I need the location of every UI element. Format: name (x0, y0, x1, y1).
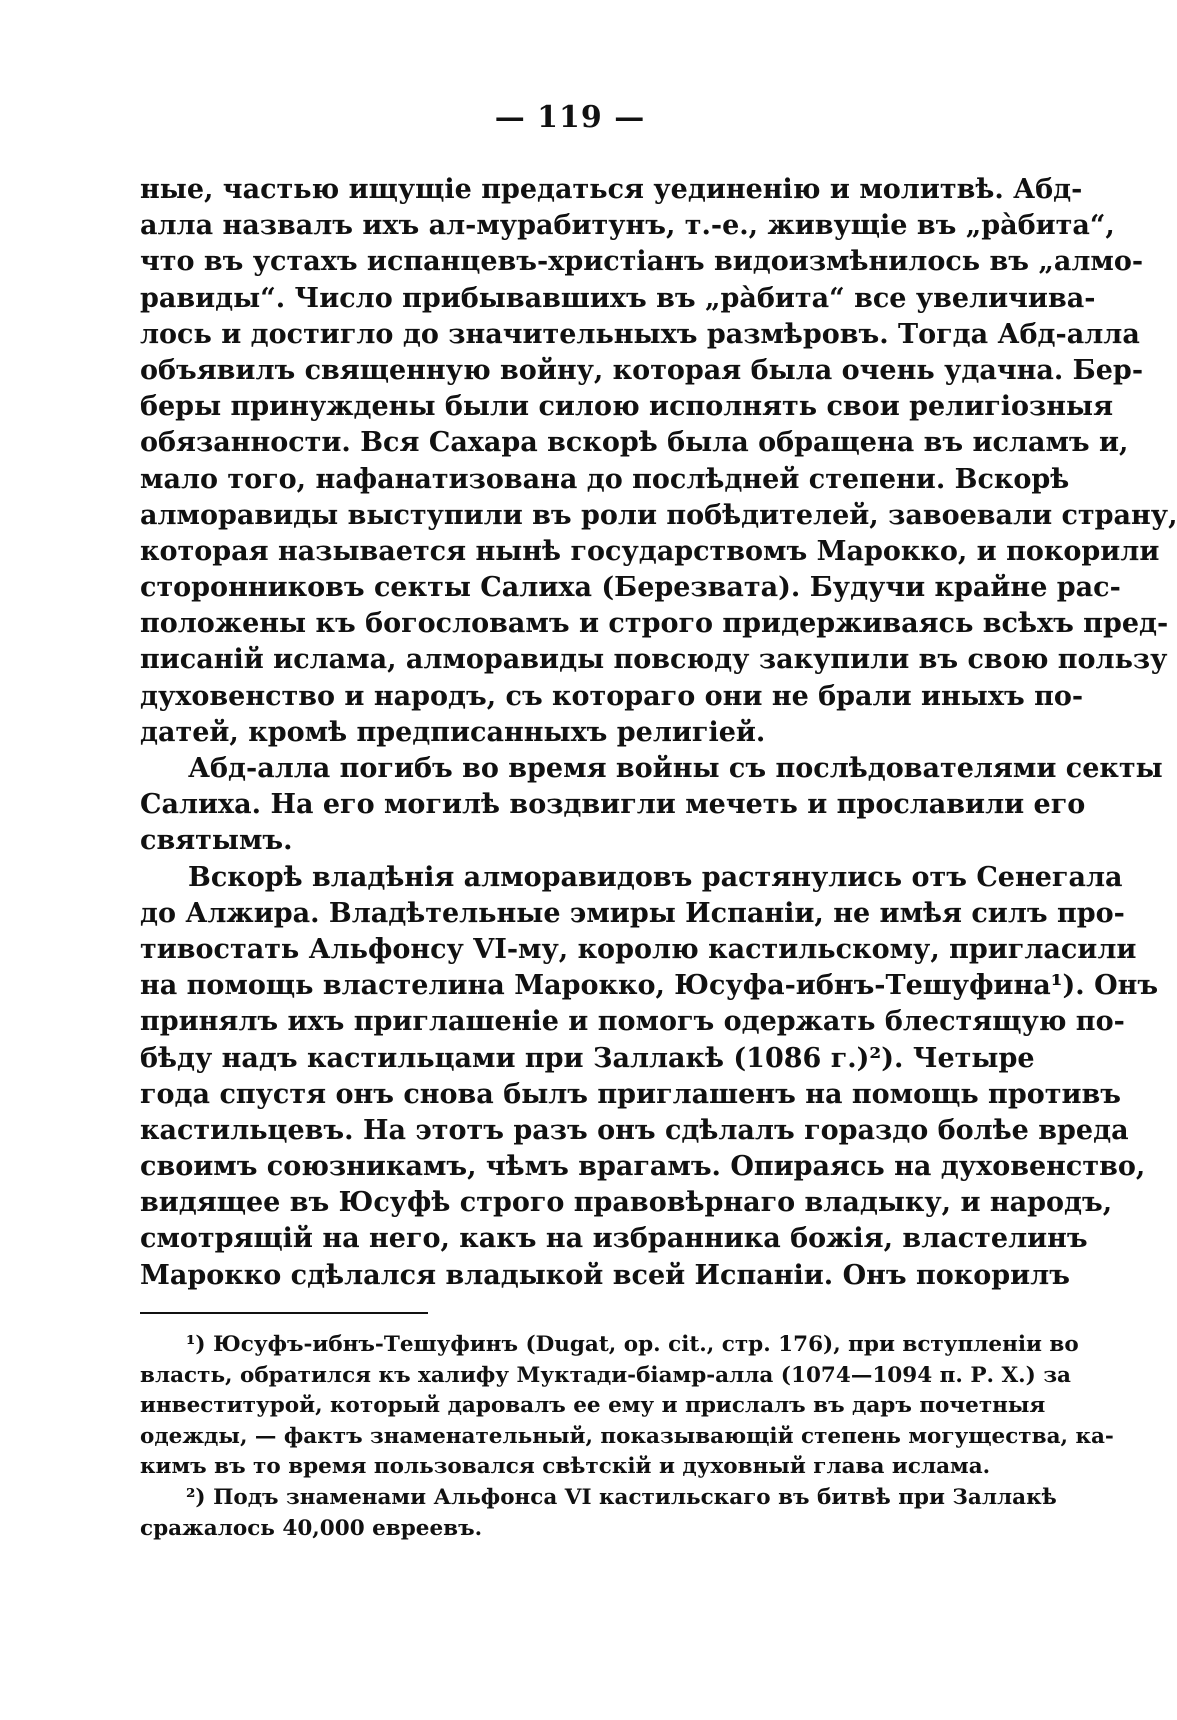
paragraph (140, 860, 1159, 1294)
text-line: духовенство и народъ, съ котораго они не брали иныхъ по- (140, 680, 1084, 712)
text-line: принялъ ихъ приглашеніе и помогъ одержать блестящую по- (140, 1006, 1125, 1038)
footnote-divider (140, 1312, 428, 1314)
text-line: Абд-алла погибъ во время войны съ послѣдователями секты (188, 753, 1163, 784)
text-line: Вскорѣ владѣнія алморавидовъ растянулись отъ Сенегала (188, 861, 1123, 893)
text-line: кастильцевъ. На этотъ разъ онъ сдѣлалъ гораздо болѣе вреда (140, 1114, 1129, 1146)
text-line: бѣду надъ кастильцами при Заллакѣ (1086 г.)²). Четыре (140, 1042, 1035, 1074)
text-line: святымъ. (140, 825, 293, 857)
footnote-line: одежды, — фактъ знаменательный, показывающій степень могущества, ка- (140, 1423, 1114, 1449)
text-line: видящее въ Юсуфѣ строго правовѣрнаго владыку, и народъ, (140, 1187, 1113, 1219)
text-line: Марокко сдѣлался владыкой всей Испаніи. Онъ покорилъ (140, 1259, 1070, 1291)
footnote-1 (140, 1330, 1114, 1483)
text-line: объявилъ священную войну, которая была очень удачна. Бер- (140, 354, 1144, 386)
text-line: сторонниковъ секты Салиха (Березвата). Будучи крайне рас- (140, 572, 1121, 604)
text-line: на помощь властелина Марокко, Юсуфа-ибнъ-Тешуфина¹). Онъ (140, 970, 1159, 1002)
text-line: своимъ союзникамъ, чѣмъ врагамъ. Опираясь на духовенство, (140, 1151, 1146, 1183)
paragraph (140, 172, 1177, 751)
paragraph (140, 751, 1163, 860)
footnote-line: ¹) Юсуфъ-ибнъ-Тешуфинъ (Dugat, op. cit., стр. 176), при вступленіи во (186, 1332, 1079, 1357)
text-line: Салиха. На его могилѣ воздвигли мечеть и прославили его (140, 789, 1086, 821)
text-line: лось и достигло до значительныхъ размѣровъ. Тогда Абд-алла (140, 318, 1140, 350)
text-line: которая называется нынѣ государствомъ Марокко, и покорили (140, 535, 1160, 567)
footnote-line: ²) Подъ знаменами Альфонса VI кастильскаго въ битвѣ при Заллакѣ (186, 1484, 1057, 1510)
footnote-line: власть, обратился къ халифу Муктади-біамр-алла (1074—1094 п. Р. Х.) за (140, 1362, 1071, 1388)
text-line: положены къ богословамъ и строго придерживаясь всѣхъ пред- (140, 608, 1169, 640)
text-line: года спустя онъ снова былъ приглашенъ на помощь противъ (140, 1078, 1121, 1110)
footnotes (140, 1330, 1114, 1544)
text-line: беры принуждены были силою исполнять свои религіозныя (140, 391, 1114, 423)
text-line: тивостать Альфонсу VI-му, королю кастильскому, пригласили (140, 933, 1137, 965)
text-line: смотрящій на него, какъ на избранника божія, властелинъ (140, 1223, 1088, 1255)
text-line: равиды“. Число прибывавшихъ въ „рàбита“ все увеличива- (140, 282, 1096, 314)
footnote-line: кимъ въ то время пользовался свѣтскій и духовный глава ислама. (140, 1454, 991, 1480)
footnote-2 (140, 1483, 1057, 1544)
text-line: алла назвалъ ихъ ал-мурабитунъ, т.-е., живущіе въ „рàбита“, (140, 210, 1115, 242)
text-line: датей, кромѣ предписанныхъ религіей. (140, 716, 766, 748)
text-line: алморавиды выступили въ роли побѣдителей, завоевали страну, (140, 499, 1177, 531)
text-line: обязанности. Вся Сахара вскорѣ была обращена въ исламъ и, (140, 427, 1129, 459)
text-line: что въ устахъ испанцевъ-христіанъ видоизмѣнилось въ „алмо- (140, 246, 1144, 278)
text-line: писаній ислама, алморавиды повсюду закупили въ свою пользу (140, 644, 1168, 676)
body-text (140, 172, 1177, 1294)
text-line: ные, частью ищущіе предаться уединенію и молитвѣ. Абд- (140, 174, 1083, 205)
footnote-line: инвеститурой, который даровалъ ее ему и прислалъ въ даръ почетныя (140, 1393, 1046, 1419)
page-number: — 119 — (494, 100, 646, 135)
text-line: мало того, нафанатизована до послѣдней степени. Вскорѣ (140, 463, 1070, 495)
footnote-line: сражалось 40,000 евреевъ. (140, 1515, 483, 1541)
text-line: до Алжира. Владѣтельные эмиры Испаніи, не имѣя силъ про- (140, 897, 1125, 929)
